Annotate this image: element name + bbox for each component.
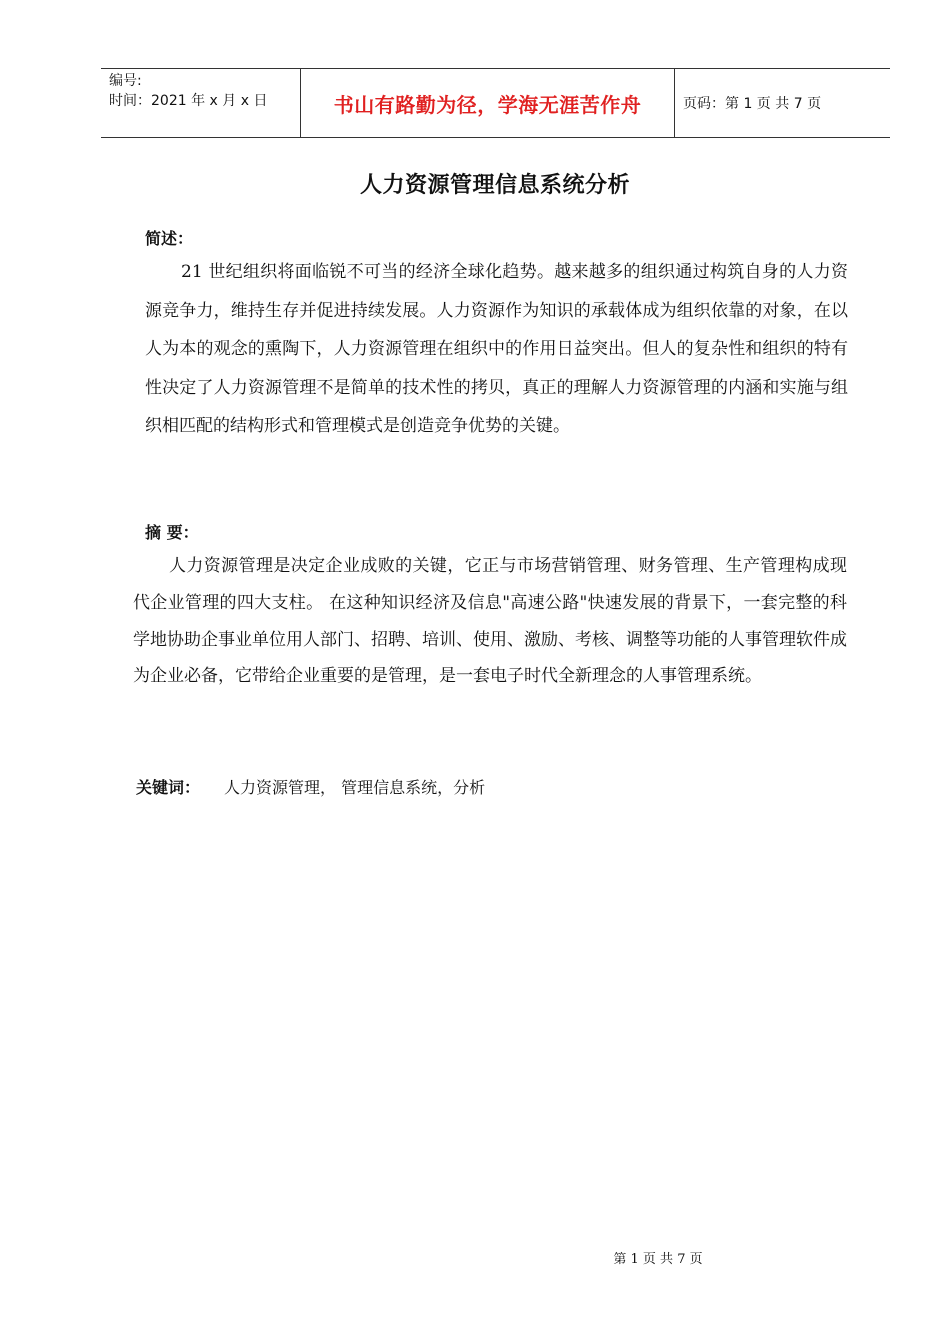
time-label: 时间：2021 年 x 月 x 日 <box>109 93 268 109</box>
keywords-value: 人力资源管理， 管理信息系统，分析 <box>224 778 486 797</box>
header-meta <box>101 69 301 137</box>
summary-label: 简述： <box>145 229 194 248</box>
header-page-code <box>675 69 890 137</box>
document-title: 人力资源管理信息系统分析 <box>359 173 630 198</box>
keywords-row <box>136 775 485 798</box>
number-label: 编号: <box>109 73 142 89</box>
page-footer: 第 1 页 共 7 页 <box>613 1252 703 1267</box>
summary-paragraph: 21 世纪组织将面临锐不可当的经济全球化趋势。越来越多的组织通过构筑自身的人力资源竞争力，维持生存并促进持续发展。人力资源作为知识的承载体成为组织依靠的对象，在以人为本的观念的熏陶下，人力资源管理在组织中的作用日益突出。但人的复杂性和组织的特有性决定了人力资源管理不是简单的技术性的拷贝，真正的理解人力资源管理的内涵和实施与组织相匹配的结构形式和管理模式是创造竞争优势的关键。 <box>145 262 848 437</box>
document-header <box>101 68 890 138</box>
header-motto-cell <box>301 69 675 137</box>
page-code-text: 页码：第 1 页 共 7 页 <box>683 96 822 112</box>
abstract-paragraph: 人力资源管理是决定企业成败的关键，它正与市场营销管理、财务管理、生产管理构成现代企业管理的四大支柱。 在这种知识经济及信息"高速公路"快速发展的背景下，一套完整的科学地协助企事业单位用人部门、招聘、培训、使用、激励、考核、调整等功能的人事管理软件成为企业必备，它带给企业重要的是管理，是一套电子时代全新理念的人事管理系统。 <box>133 556 847 687</box>
motto-text: 书山有路勤为径，学海无涯苦作舟 <box>333 92 642 117</box>
keywords-label: 关键词： <box>136 778 201 797</box>
abstract-label: 摘 要： <box>145 523 199 542</box>
